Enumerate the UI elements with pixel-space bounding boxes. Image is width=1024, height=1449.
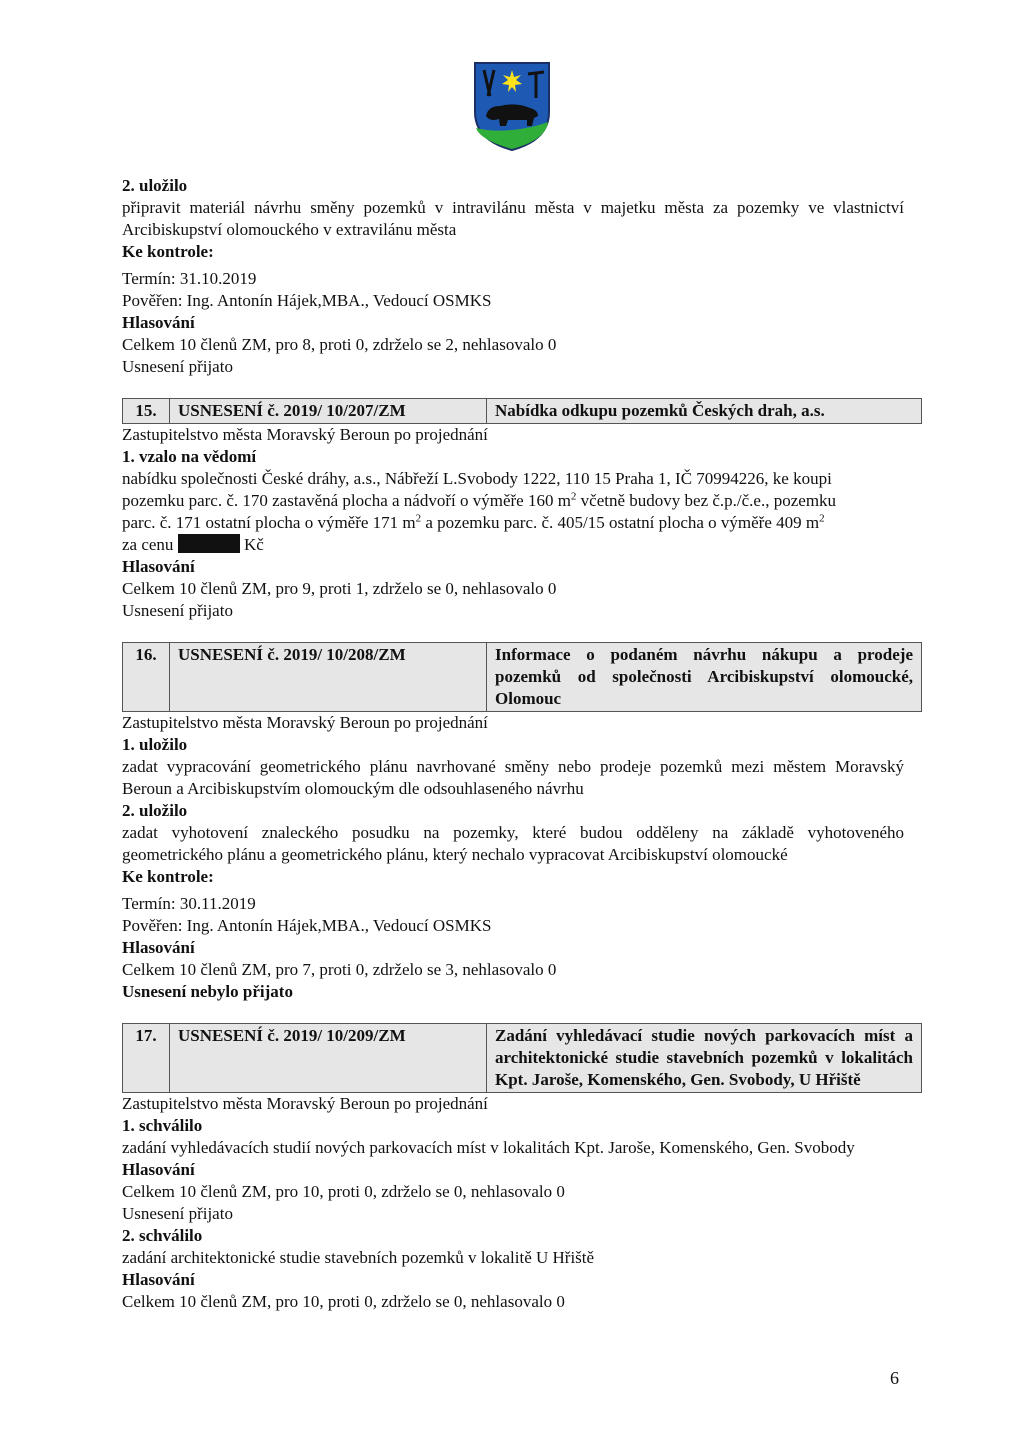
resolution-number: 17. bbox=[123, 1024, 170, 1093]
item-text-line bbox=[122, 512, 904, 534]
resolution-id: USNESENÍ č. 2019/ 10/208/ZM bbox=[170, 643, 487, 712]
text-part: pozemku parc. č. 170 zastavěná plocha a nádvoří o výměře 160 m bbox=[122, 491, 571, 510]
resolution-status: Usnesení nebylo přijato bbox=[122, 982, 293, 1001]
item-text-line bbox=[122, 490, 904, 512]
town-crest-icon bbox=[472, 60, 552, 152]
vote-result: Celkem 10 členů ZM, pro 10, proti 0, zdrželo se 0, nehlasovalo 0 bbox=[122, 1182, 565, 1201]
item-heading: 1. schválilo bbox=[122, 1116, 203, 1135]
item-heading: 2. schválilo bbox=[122, 1226, 203, 1245]
text-part: parc. č. 171 ostatní plocha o výměře 171 m bbox=[122, 513, 416, 532]
resolution-header-16 bbox=[122, 642, 922, 712]
resolution-status: Usnesení přijato bbox=[122, 1204, 233, 1223]
control-heading: Ke kontrole: bbox=[122, 867, 214, 886]
text-part: včetně budovy bez č.p./č.e., pozemku bbox=[576, 491, 837, 510]
section-intro: Zastupitelstvo města Moravský Beroun po projednání bbox=[122, 425, 488, 444]
vote-result: Celkem 10 členů ZM, pro 7, proti 0, zdrželo se 3, nehlasovalo 0 bbox=[122, 960, 557, 979]
voting-heading: Hlasování bbox=[122, 557, 195, 576]
item-text: zadat vypracování geometrického plánu navrhované směny nebo prodeje pozemků mezi městem Moravský Beroun a Arcibiskupstvím olomouckým dle odsouhlaseného návrhu bbox=[122, 757, 904, 798]
deadline: Termín: 30.11.2019 bbox=[122, 894, 256, 913]
vote-result: Celkem 10 členů ZM, pro 10, proti 0, zdrželo se 0, nehlasovalo 0 bbox=[122, 1292, 565, 1311]
vote-result: Celkem 10 členů ZM, pro 8, proti 0, zdrželo se 2, nehlasovalo 0 bbox=[122, 335, 557, 354]
resolution-title: Nabídka odkupu pozemků Českých drah, a.s. bbox=[487, 399, 922, 424]
superscript: 2 bbox=[819, 512, 825, 525]
resolution-status: Usnesení přijato bbox=[122, 357, 233, 376]
resolution-number: 16. bbox=[123, 643, 170, 712]
item-heading: 2. uložilo bbox=[122, 801, 188, 820]
voting-heading: Hlasování bbox=[122, 938, 195, 957]
item-text-line: nabídku společnosti České dráhy, a.s., Nábřeží L.Svobody 1222, 110 15 Praha 1, IČ 70994226, ke koupi bbox=[122, 469, 832, 488]
item-text: zadání vyhledávacích studií nových parkovacích míst v lokalitách Kpt. Jaroše, Komenského, Gen. Svobody bbox=[122, 1138, 855, 1157]
text-part: a pozemku parc. č. 405/15 ostatní plocha o výměře 409 m bbox=[421, 513, 820, 532]
responsible-person: Pověřen: Ing. Antonín Hájek,MBA., Vedoucí OSMKS bbox=[122, 916, 492, 935]
item-text: připravit materiál návrhu směny pozemků v intravilánu města v majetku města za pozemky ve vlastnictví Arcibiskupství olomouckého v extravilánu města bbox=[122, 198, 904, 239]
voting-heading: Hlasování bbox=[122, 1160, 195, 1179]
resolution-header-17 bbox=[122, 1023, 922, 1093]
control-heading: Ke kontrole: bbox=[122, 242, 214, 261]
resolution-id: USNESENÍ č. 2019/ 10/209/ZM bbox=[170, 1024, 487, 1093]
resolution-status: Usnesení přijato bbox=[122, 601, 233, 620]
vote-result: Celkem 10 členů ZM, pro 9, proti 1, zdrželo se 0, nehlasovalo 0 bbox=[122, 579, 557, 598]
item-text-line bbox=[122, 534, 904, 556]
voting-heading: Hlasování bbox=[122, 1270, 195, 1289]
redaction-block bbox=[178, 534, 240, 553]
section-intro: Zastupitelstvo města Moravský Beroun po projednání bbox=[122, 713, 488, 732]
item-text: zadat vyhotovení znaleckého posudku na pozemky, které budou odděleny na základě vyhotoveného geometrického plánu a geometrického plánu, který nechalo vypracovat Arcibiskupství olomoucké bbox=[122, 823, 904, 864]
superscript: 2 bbox=[570, 490, 577, 503]
resolution-title: Zadání vyhledávací studie nových parkovacích míst a architektonické studie stavebních pozemků v lokalitách Kpt. Jaroše, Komenského, Gen. Svobody, U Hřiště bbox=[487, 1024, 922, 1093]
item-text: zadání architektonické studie stavebních pozemků v lokalitě U Hřiště bbox=[122, 1248, 595, 1267]
page-number: 6 bbox=[890, 1368, 899, 1388]
resolution-number: 15. bbox=[123, 399, 170, 424]
item-heading: 1. vzalo na vědomí bbox=[122, 447, 257, 466]
voting-heading: Hlasování bbox=[122, 313, 195, 332]
section-intro: Zastupitelstvo města Moravský Beroun po projednání bbox=[122, 1094, 488, 1113]
item-heading: 1. uložilo bbox=[122, 735, 188, 754]
superscript: 2 bbox=[415, 512, 422, 525]
responsible-person: Pověřen: Ing. Antonín Hájek,MBA., Vedoucí OSMKS bbox=[122, 291, 492, 310]
text-part: Kč bbox=[239, 535, 264, 554]
text-part: za cenu bbox=[122, 535, 178, 554]
resolution-title: Informace o podaném návrhu nákupu a prodeje pozemků od společnosti Arcibiskupství olomoucké, Olomouc bbox=[487, 643, 922, 712]
document-body bbox=[122, 175, 913, 1313]
deadline: Termín: 31.10.2019 bbox=[122, 269, 257, 288]
resolution-header-15 bbox=[122, 398, 922, 424]
resolution-id: USNESENÍ č. 2019/ 10/207/ZM bbox=[170, 399, 487, 424]
item-heading: 2. uložilo bbox=[122, 176, 188, 195]
